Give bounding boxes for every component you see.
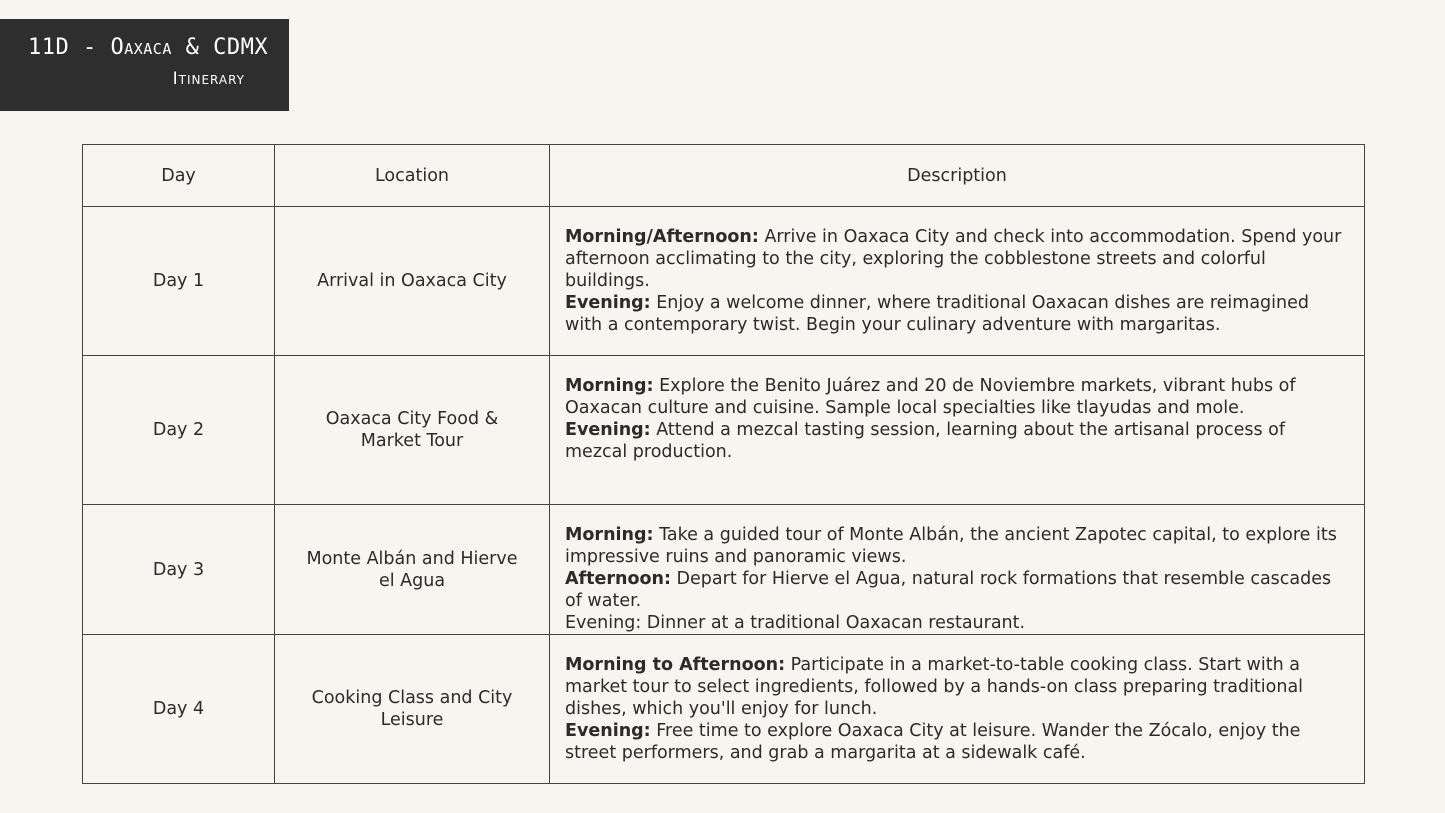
- column-header-location: Location: [275, 145, 550, 207]
- segment-label: Evening:: [565, 420, 651, 440]
- description-segment: [565, 419, 1350, 463]
- segment-label: Morning:: [565, 525, 654, 545]
- segment-text: Explore the Benito Juárez and 20 de Noviembre markets, vibrant hubs of Oaxacan culture and cuisine. Sample local specialties like tlayudas and mole.: [565, 376, 1296, 418]
- segment-label: Afternoon:: [565, 569, 671, 589]
- segment-text: Depart for Hierve el Agua, natural rock formations that resemble cascades of water.: [565, 569, 1332, 611]
- day-cell: Day 2: [83, 356, 275, 505]
- location-cell: Monte Albán and Hierve el Agua: [275, 505, 550, 635]
- day-cell: Day 1: [83, 207, 275, 356]
- table-row: [83, 207, 1365, 356]
- table-header-row: [83, 145, 1365, 207]
- itinerary-table: [82, 144, 1365, 784]
- segment-text: Arrive in Oaxaca City and check into accommodation. Spend your afternoon acclimating to the city, exploring the cobblestone streets and colorful buildings.: [565, 227, 1342, 291]
- description-segment: [565, 654, 1350, 720]
- segment-text: Enjoy a welcome dinner, where traditional Oaxacan dishes are reimagined with a contemporary twist. Begin your culinary adventure with margaritas.: [565, 293, 1309, 335]
- column-header-day: Day: [83, 145, 275, 207]
- table-row: [83, 356, 1365, 505]
- description-segment: [565, 524, 1350, 568]
- segment-text: Participate in a market-to-table cooking class. Start with a market tour to select ingredients, followed by a hands-on class preparing traditional dishes, which you'll enjoy for lunch.: [565, 655, 1304, 719]
- segment-text: Take a guided tour of Monte Albán, the ancient Zapotec capital, to explore its impressive ruins and panoramic views.: [565, 525, 1337, 567]
- table-row: [83, 505, 1365, 635]
- column-header-description: Description: [550, 145, 1365, 207]
- location-cell: Arrival in Oaxaca City: [275, 207, 550, 356]
- description-cell: [550, 356, 1365, 505]
- segment-text: Free time to explore Oaxaca City at leisure. Wander the Zócalo, enjoy the street performers, and grab a margarita at a sidewalk café.: [565, 721, 1301, 763]
- page-title: 11D - Oaxaca & CDMX: [28, 35, 269, 60]
- description-segment: [565, 292, 1350, 336]
- segment-label: Morning/Afternoon:: [565, 227, 759, 247]
- description-cell: [550, 505, 1365, 635]
- description-cell: [550, 207, 1365, 356]
- day-cell: Day 4: [83, 635, 275, 784]
- description-segment: [565, 375, 1350, 419]
- segment-label: Morning to Afternoon:: [565, 655, 786, 675]
- segment-label: Evening:: [565, 721, 651, 741]
- location-cell: Oaxaca City Food & Market Tour: [275, 356, 550, 505]
- location-cell: Cooking Class and City Leisure: [275, 635, 550, 784]
- description-segment: [565, 720, 1350, 764]
- table-row: [83, 635, 1365, 784]
- page-subtitle: Itinerary: [172, 69, 245, 89]
- segment-text: Attend a mezcal tasting session, learning about the artisanal process of mezcal production.: [565, 420, 1285, 462]
- description-segment: [565, 568, 1350, 612]
- title-banner: [0, 19, 289, 111]
- segment-label: Evening:: [565, 293, 651, 313]
- description-segment: [565, 612, 1350, 634]
- description-segment: [565, 226, 1350, 292]
- description-cell: [550, 635, 1365, 784]
- segment-text: Evening: Dinner at a traditional Oaxacan restaurant.: [565, 613, 1026, 633]
- segment-label: Morning:: [565, 376, 654, 396]
- day-cell: Day 3: [83, 505, 275, 635]
